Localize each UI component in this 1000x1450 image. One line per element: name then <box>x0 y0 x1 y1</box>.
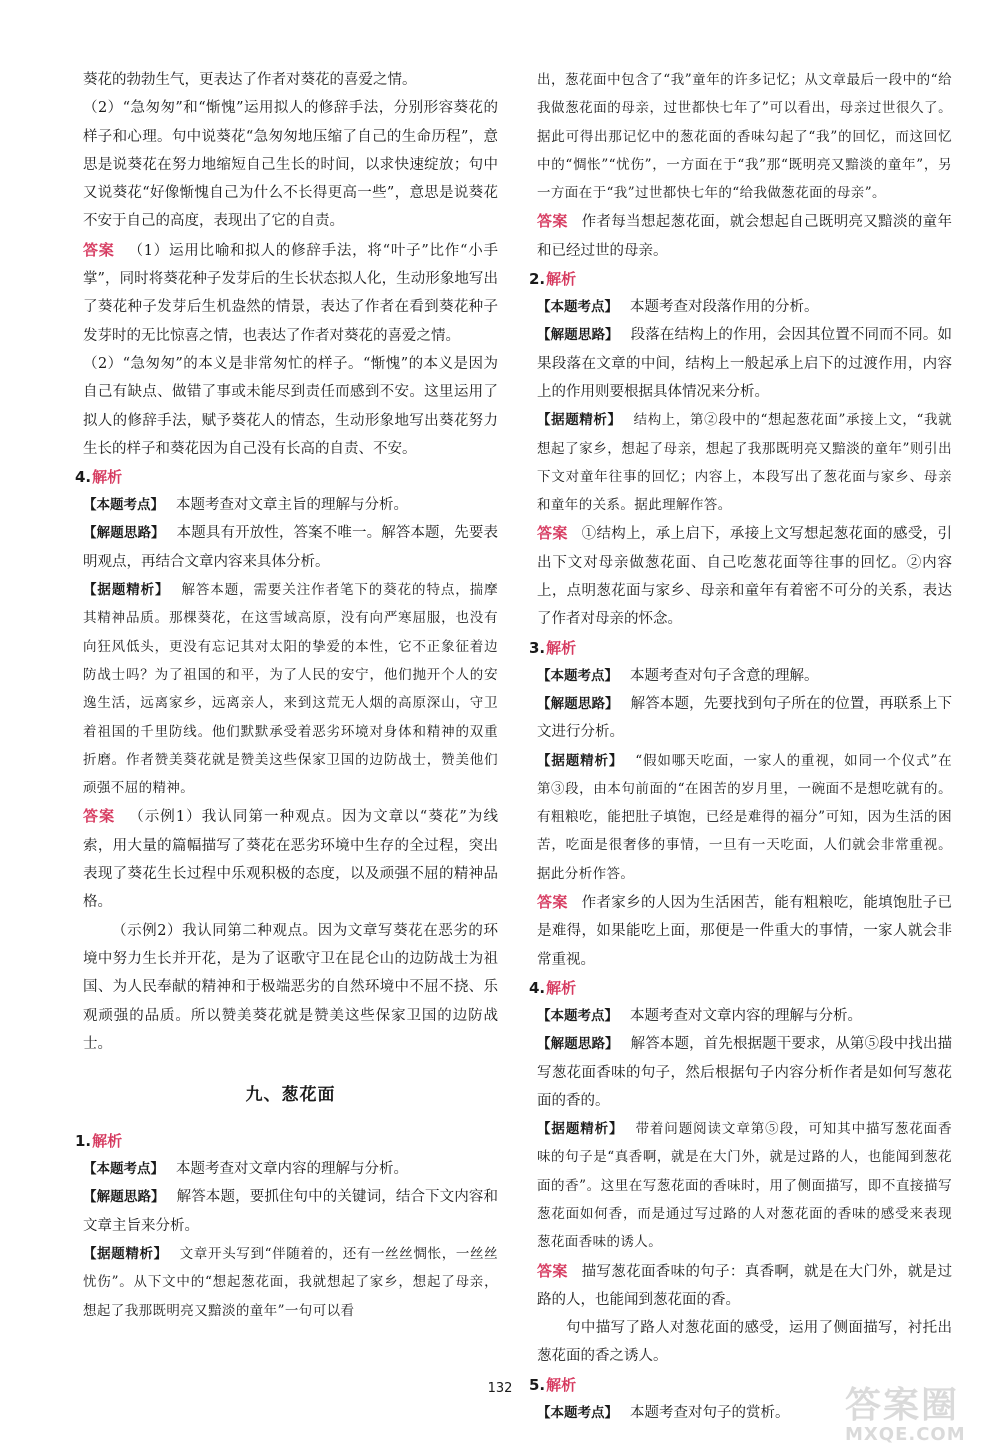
analysis-label: 解析 <box>92 468 123 487</box>
answer-text: （示例1）我认同第一种观点。因为文章以“葵花”为线索，用大量的篇幅描写了葵花在恶劣环境中生存的全过程，突出表现了葵花生长过程中乐观积极的态度，以及顽强不屈的精神品格。 <box>83 809 498 911</box>
watermark-url: MXQE.COM <box>845 1424 966 1445</box>
point-text: 本题考查对文章内容的理解与分析。 <box>176 1161 408 1178</box>
idea-text: 段落在结构上的作用，会因其位置不同而不同。如果段落在文章的中间，结构上一般起承上启下的过渡作用，内容上的作用则要根据具体情况来分析。 <box>537 327 953 400</box>
point-block <box>537 1002 952 1030</box>
analysis-sublabel: 【据题精析】 <box>537 1121 624 1138</box>
answer-block <box>537 1257 952 1315</box>
idea-block <box>537 1030 952 1115</box>
point-text: 本题考查对文章内容的理解与分析。 <box>630 1007 862 1024</box>
answer-text: （1）运用比喻和拟人的修辞手法，将“叶子”比作“小手掌”，同时将葵花种子发芽后的生长状态拟人化，生动形象地写出了葵花种子发芽后生机盎然的情景，表达了作者在看到葵花种子发芽时的无比惊喜之情，也表达了作者对葵花的喜爱之情。 <box>83 242 498 344</box>
point-label: 【本题考点】 <box>83 497 164 514</box>
answer-text: ①结构上，承上启下，承接上文写想起葱花面的感受，引出下文对母亲做葱花面、自己吃葱花面等往事的回忆。②内容上，点明葱花面与家乡、母亲和童年有着密不可分的关系，表达了作者对母亲的怀念。 <box>537 526 952 628</box>
idea-label: 【解题思路】 <box>537 695 619 712</box>
question-number: 2. <box>529 270 546 289</box>
paragraph: （示例2）我认同第二种观点。因为文章写葵花在恶劣的环境中努力生长并开花，是为了讴歌守卫在昆仑山的边防战士为祖国、为人民奉献的精神和于极端恶劣的自然环境中不屈不挠、乐观顽强的品质。所以赞美葵花就是赞美这些保家卫国的边防战士。 <box>83 922 498 1052</box>
answer-block <box>537 207 952 265</box>
point-text: 本题考查对句子含意的理解。 <box>630 667 819 684</box>
idea-label: 【解题思路】 <box>537 327 619 344</box>
question-heading <box>529 634 952 662</box>
point-block <box>537 293 952 321</box>
idea-text: 本题具有开放性，答案不唯一。解答本题，先要表明观点，再结合文章内容来具体分析。 <box>83 525 499 570</box>
paragraph: 句中描写了路人对葱花面的感受，运用了侧面描写，衬托出葱花面的香之诱人。 <box>537 1320 952 1365</box>
analysis-label: 解析 <box>546 1375 577 1394</box>
question-heading <box>75 1127 498 1155</box>
analysis-text: 文章开头写到“伴随着的，还有一丝丝惆怅，一丝丝忧伤”。从下文中的“想起葱花面，我就想起了家乡，想起了母亲，想起了我那既明亮又黯淡的童年”一句可以看 <box>83 1245 498 1319</box>
answer-block <box>537 519 952 633</box>
point-text: 本题考查对段落作用的分析。 <box>630 299 819 316</box>
question-heading <box>529 265 952 293</box>
analysis-sublabel: 【据题精析】 <box>83 1245 168 1262</box>
watermark-logo <box>845 1385 995 1446</box>
question-heading <box>75 463 498 491</box>
point-label: 【本题考点】 <box>537 667 618 684</box>
right-column <box>529 66 953 1427</box>
point-block <box>83 1155 498 1183</box>
point-text: 本题考查对文章主旨的理解与分析。 <box>176 497 408 514</box>
analysis-label: 解析 <box>546 638 577 657</box>
analysis-text: 解答本题，需要关注作者笔下的葵花的特点，揣摩其精神品质。那棵葵花，在这雪域高原，没有向严寒屈服，也没有向狂风低头，更没有忘记其对太阳的挚爱的本性，它不正象征着边防战士吗？为了祖国的和平，为了人民的安宁，他们抛开个人的安逸生活，远离家乡，远离亲人，来到这荒无人烟的高原深山，守卫着祖国的千里防线。他们默默承受着恶劣环境对身体和精神的双重折磨。作者赞美葵花就是赞美这些保家卫国的边防战士，赞美他们顽强不屈的精神。 <box>83 582 498 797</box>
paragraph: 葵花的勃勃生气，更表达了作者对葵花的喜爱之情。 <box>83 72 417 88</box>
section-title: 九、葱花面 <box>245 1085 336 1106</box>
idea-block <box>537 690 952 747</box>
analysis-label: 解析 <box>546 270 577 289</box>
idea-text: 解答本题，先要找到句子所在的位置，再联系上下文进行分析。 <box>537 695 953 741</box>
point-text: 本题考查对句子的赏析。 <box>630 1404 790 1421</box>
analysis-block <box>83 576 498 802</box>
question-number: 4. <box>529 978 546 997</box>
answer-label: 答案 <box>537 212 568 231</box>
idea-text: 解答本题，要抓住句中的关键词，结合下文内容和文章主旨来分析。 <box>83 1189 499 1234</box>
point-label: 【本题考点】 <box>537 1007 618 1024</box>
idea-label: 【解题思路】 <box>83 525 165 542</box>
question-number: 4. <box>75 468 92 487</box>
idea-label: 【解题思路】 <box>537 1036 619 1053</box>
page-number: 132 <box>487 1381 513 1396</box>
idea-block <box>83 1183 498 1240</box>
paragraph: （2）“急匆匆”的本义是非常匆忙的样子。“惭愧”的本义是因为自己有缺点、做错了事或未能尽到责任而感到不安。这里运用了拟人的修辞手法，赋予葵花人的情态，生动形象地写出葵花努力生长的样子和葵花因为自己没有长高的自责、不安。 <box>83 355 498 457</box>
answer-label: 答案 <box>537 524 568 543</box>
answer-label: 答案 <box>83 240 115 259</box>
analysis-block <box>537 1115 952 1256</box>
watermark-mark: 答案圈 <box>845 1385 960 1426</box>
answer-text: 描写葱花面香味的句子：真香啊，就是在大门外，就是过路的人，也能闻到葱花面的香。 <box>537 1263 952 1308</box>
idea-block <box>83 519 498 576</box>
idea-block <box>537 321 952 406</box>
left-column <box>75 66 499 1325</box>
point-label: 【本题考点】 <box>537 299 618 316</box>
analysis-block <box>537 747 952 888</box>
point-block <box>83 491 498 519</box>
analysis-sublabel: 【据题精析】 <box>83 582 170 599</box>
point-label: 【本题考点】 <box>537 1404 618 1421</box>
analysis-text: 结构上，第②段中的“想起葱花面”承接上文，“我就想起了家乡，想起了母亲，想起了我那既明亮又黯淡的童年”则引出下文对童年往事的回忆；内容上，本段写出了葱花面与家乡、母亲和童年的关系。据此理解作答。 <box>537 412 952 514</box>
analysis-block <box>537 406 952 519</box>
question-heading <box>529 974 952 1002</box>
answer-block <box>83 802 498 916</box>
answer-label: 答案 <box>537 893 568 912</box>
answer-label: 答案 <box>537 1261 568 1280</box>
paragraph: 出，葱花面中包含了“我”童年的许多记忆；从文章最后一段中的“给我做葱花面的母亲，过世都快七年了”可以看出，母亲过世很久了。据此可得出那记忆中的葱花面的香味勾起了“我”的回忆，而这回忆中的“惆怅”“忧伤”，一方面在于“我”那“既明亮又黯淡的童年”，另一方面在于“我”过世都快七年的“给我做葱花面的母亲”。 <box>537 72 952 202</box>
question-number: 1. <box>75 1132 92 1151</box>
analysis-sublabel: 【据题精析】 <box>537 752 624 769</box>
analysis-block <box>83 1240 498 1325</box>
answer-block <box>537 888 952 974</box>
question-number: 3. <box>529 638 546 657</box>
analysis-text: “假如哪天吃面，一家人的重视，如同一个仪式”在第③段，由本句前面的“在困苦的岁月里，一碗面不是想吃就有的。有粗粮吃，能把肚子填饱，已经是难得的福分”可知，因为生活的困苦，吃面是很奢侈的事情，一旦有一天吃面，人们就会非常重视。据此分析作答。 <box>537 752 952 882</box>
analysis-text: 带着问题阅读文章第⑤段，可知其中描写葱花面香味的句子是“真香啊，就是在大门外，就是过路的人，也能闻到葱花面的香”。这里在写葱花面的香味时，用了侧面描写，即不直接描写葱花面如何香，而是通过写过路的人对葱花面的香味的感受来表现葱花面香味的诱人。 <box>537 1121 952 1251</box>
analysis-label: 解析 <box>92 1132 123 1151</box>
point-block <box>537 662 952 690</box>
paragraph: （2）“急匆匆”和“惭愧”运用拟人的修辞手法，分别形容葵花的样子和心理。句中说葵花“急匆匆地压缩了自己的生命历程”，意思是说葵花在努力地缩短自己生长的时间，以求快速绽放；句中又说葵花“好像惭愧自己为什么不长得更高一些”，意思是说葵花不安于自己的高度，表现出了它的自责。 <box>83 100 498 230</box>
analysis-label: 解析 <box>546 978 577 997</box>
question-number: 5. <box>529 1375 546 1394</box>
answer-text: 作者家乡的人因为生活困苦，能有粗粮吃，能填饱肚子已是难得，如果能吃上面，那便是一件重大的事情，一家人就会非常重视。 <box>537 895 952 968</box>
answer-block <box>83 236 498 350</box>
analysis-sublabel: 【据题精析】 <box>537 412 622 429</box>
answer-label: 答案 <box>83 807 116 826</box>
idea-text: 解答本题，首先根据题干要求，从第⑤段中找出描写葱花面香味的句子，然后根据句子内容分析作者是如何写葱花面的香的。 <box>537 1036 953 1109</box>
answer-text: 作者每当想起葱花面，就会想起自己既明亮又黯淡的童年和已经过世的母亲。 <box>537 214 952 259</box>
point-label: 【本题考点】 <box>83 1161 164 1178</box>
idea-label: 【解题思路】 <box>83 1189 165 1206</box>
